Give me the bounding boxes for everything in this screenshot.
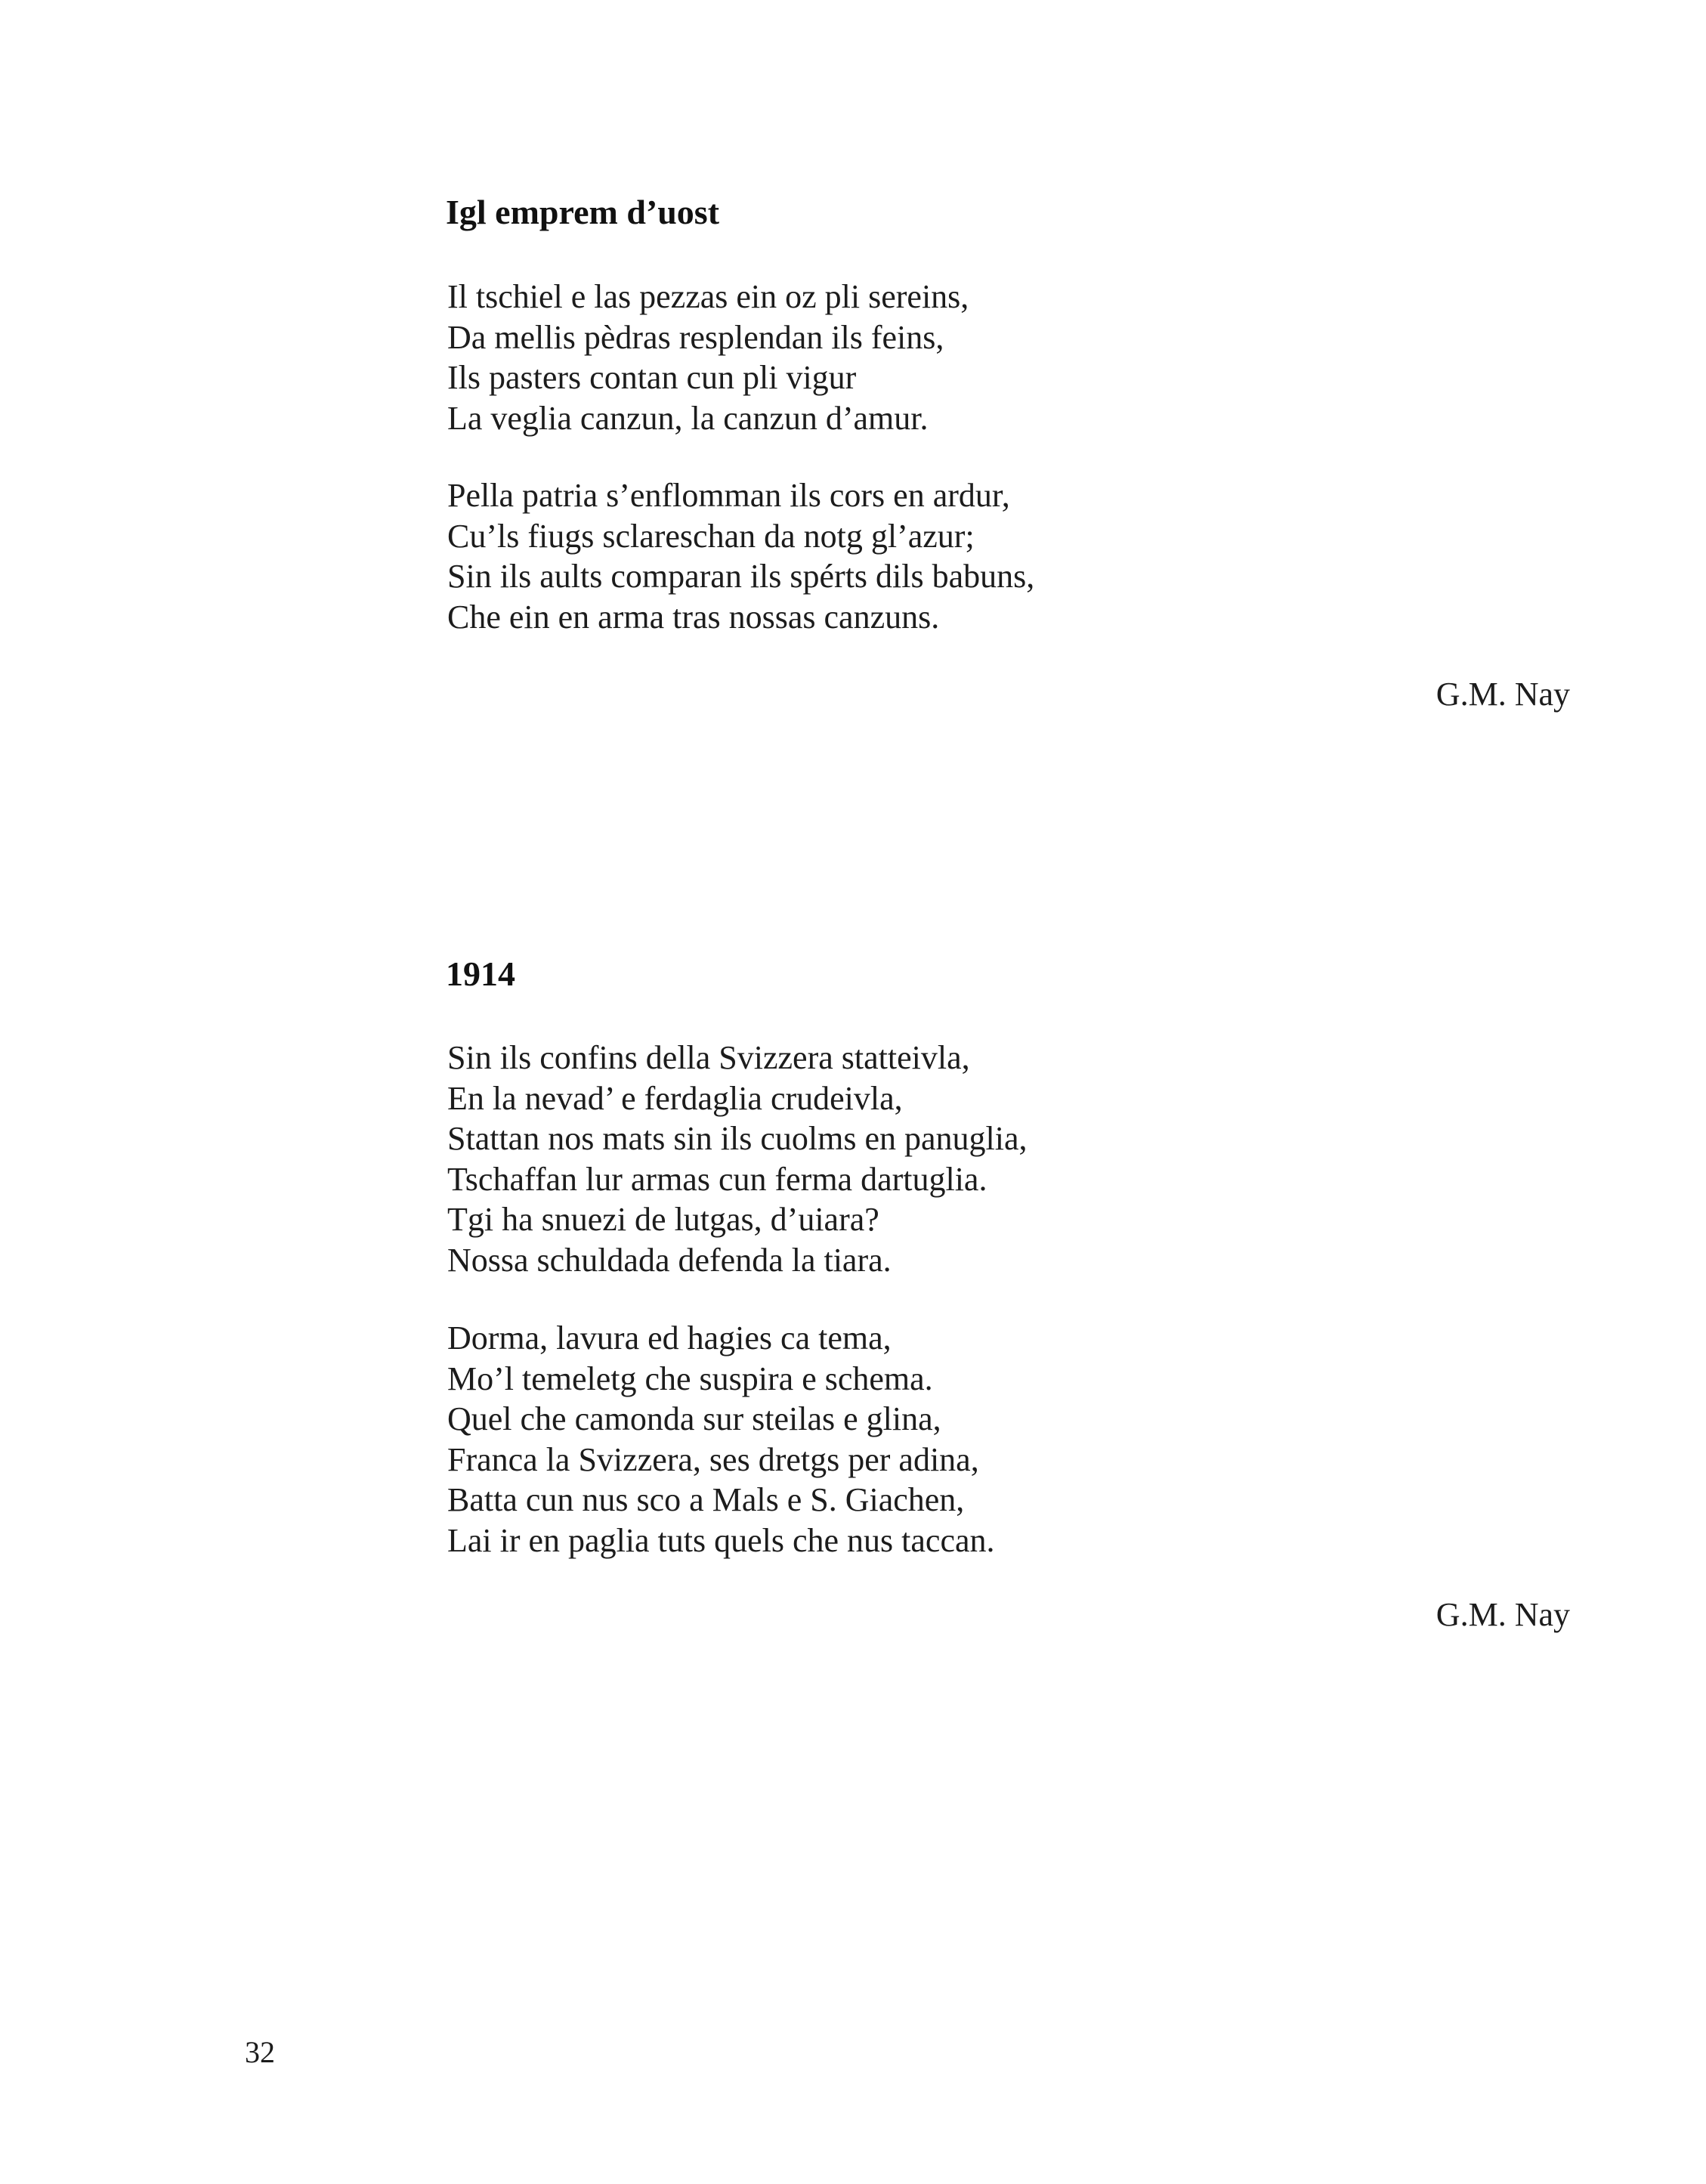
stanza	[447, 1038, 1028, 1280]
verse-line: Lai ir en paglia tuts quels che nus taccan.	[447, 1521, 995, 1559]
poem-author: G.M. Nay	[1436, 1596, 1570, 1633]
verse-line: Pella patria s’enflomman ils cors en ardur,	[447, 477, 1010, 514]
verse-line: Il tschiel e las pezzas ein oz pli sereins,	[447, 278, 969, 315]
verse-line: Dorma, lavura ed hagies ca tema,	[447, 1319, 892, 1356]
stanza	[447, 277, 969, 438]
verse-line: Cu’ls fiugs sclareschan da notg gl’azur;	[447, 517, 975, 555]
verse-line: Mo’l temeletg che suspira e schema.	[447, 1360, 933, 1397]
verse-line: La veglia canzun, la canzun d’amur.	[447, 399, 929, 437]
verse-line: Tgi ha snuezi de lutgas, d’uiara?	[447, 1201, 879, 1238]
verse-line: Stattan nos mats sin ils cuolms en panuglia,	[447, 1120, 1028, 1157]
verse-line: Sin ils confins della Svizzera statteivla,	[447, 1039, 970, 1076]
verse-line: Sin ils aults comparan ils spérts dils babuns,	[447, 558, 1035, 595]
poem-title: Igl emprem d’uost	[446, 193, 720, 231]
verse-line: Batta cun nus sco a Mals e S. Giachen,	[447, 1481, 965, 1518]
poem-author: G.M. Nay	[1436, 676, 1570, 713]
page-number: 32	[245, 2035, 275, 2069]
poem-title: 1914	[446, 954, 515, 993]
verse-line: Ils pasters contan cun pli vigur	[447, 359, 857, 396]
verse-line: Quel che camonda sur steilas e glina,	[447, 1400, 941, 1437]
verse-line: Tschaffan lur armas cun ferma dartuglia.	[447, 1160, 987, 1198]
verse-line: Franca la Svizzera, ses dretgs per adina,	[447, 1440, 979, 1478]
stanza	[447, 475, 1034, 637]
verse-line: Nossa schuldada defenda la tiara.	[447, 1241, 892, 1279]
stanza	[447, 1318, 995, 1561]
verse-line: En la nevad’ e ferdaglia crudeivla,	[447, 1079, 903, 1117]
verse-line: Che ein en arma tras nossas canzuns.	[447, 598, 940, 636]
verse-line: Da mellis pèdras resplendan ils feins,	[447, 318, 944, 356]
